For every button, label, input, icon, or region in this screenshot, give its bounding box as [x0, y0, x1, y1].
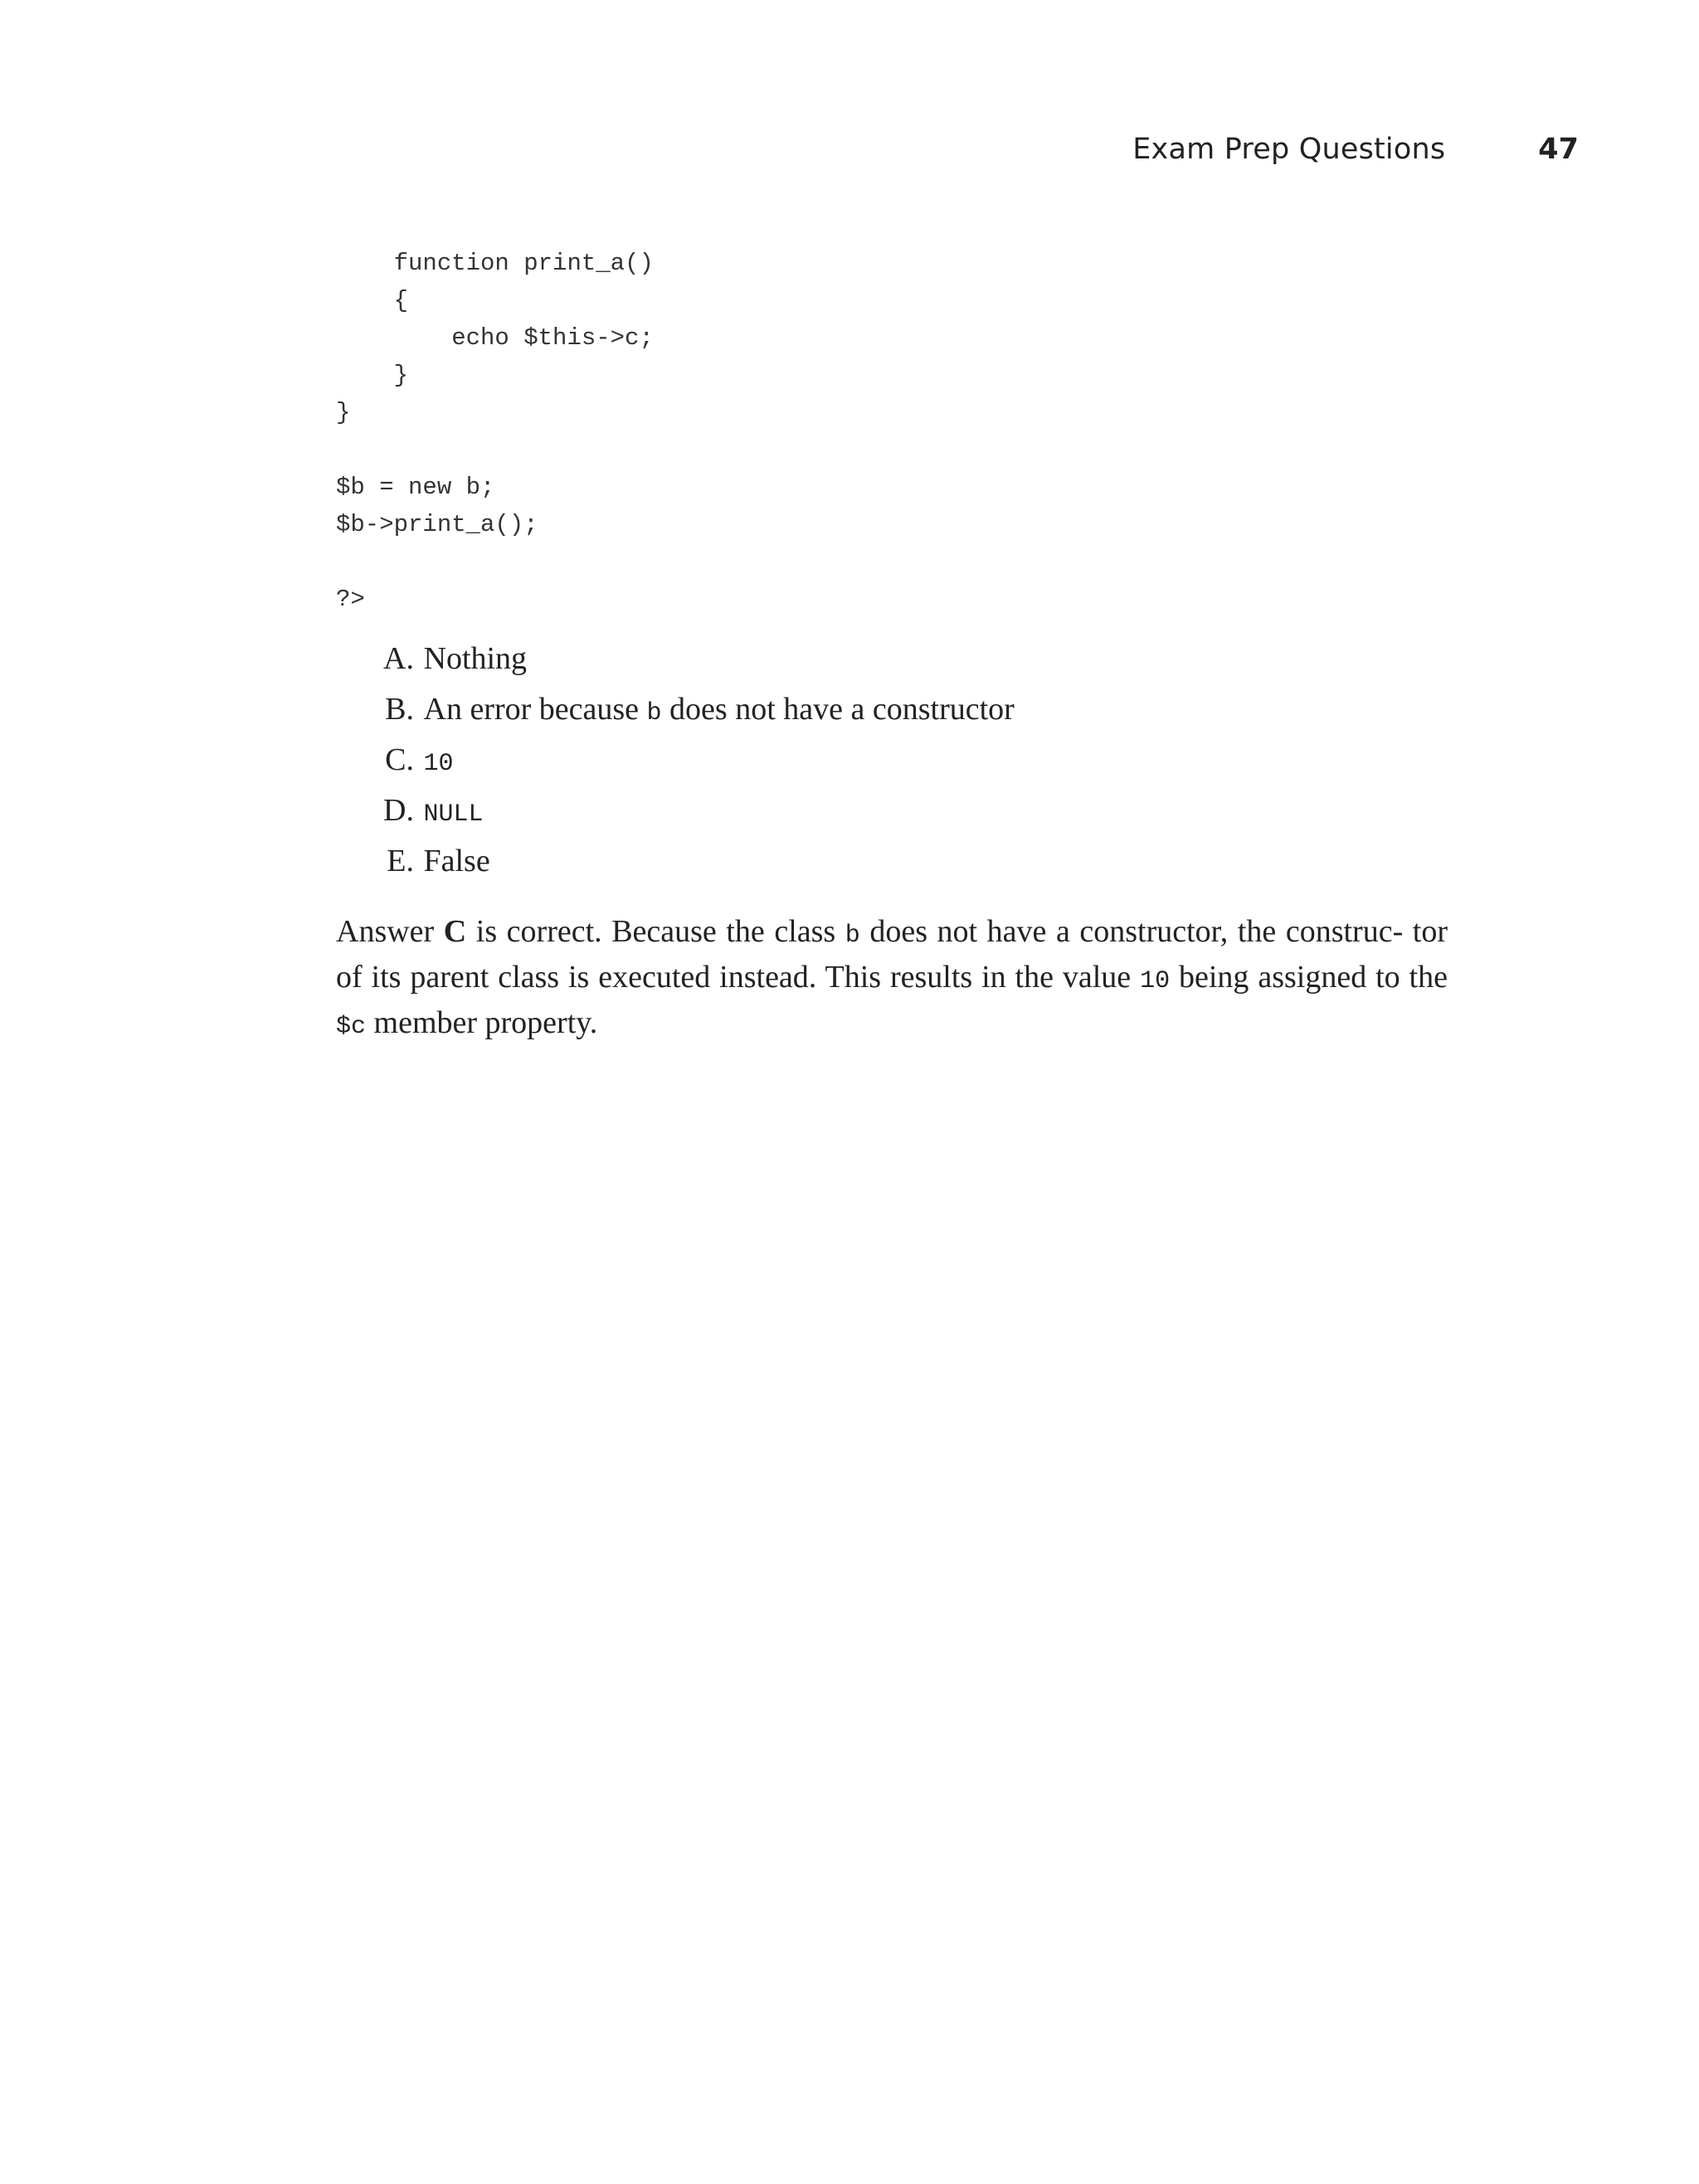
- option-text: [416, 742, 454, 778]
- answer-code: $c: [336, 1013, 367, 1041]
- option-letter: E.: [387, 844, 414, 878]
- answer-prefix: Answer: [336, 914, 444, 949]
- answer-text: being assigned to the: [1170, 960, 1448, 995]
- option-text-part: An error because: [423, 692, 647, 727]
- option-e: [336, 843, 1448, 893]
- option-text-part: False: [423, 844, 490, 878]
- code-line: function print_a(): [336, 250, 654, 277]
- option-text: [416, 640, 527, 677]
- code-line: $b = new b;: [336, 474, 495, 501]
- option-code-part: 10: [423, 750, 454, 778]
- code-line: ?>: [336, 586, 365, 613]
- option-letter: B.: [385, 692, 414, 727]
- code-line: }: [336, 362, 409, 389]
- code-line: echo $this->c;: [336, 324, 654, 352]
- option-d: [336, 792, 1448, 843]
- option-text-part: does not have a constructor: [661, 692, 1015, 727]
- answer-options: [336, 640, 1448, 893]
- answer-text: does not have a constructor, the construc- tor of its parent class is executed instead. This results in the value: [336, 914, 1448, 995]
- option-c: [336, 742, 1448, 792]
- running-head: [1132, 133, 1579, 166]
- answer-letter: C: [443, 914, 467, 949]
- option-text: [416, 792, 484, 829]
- answer-code: b: [845, 922, 860, 950]
- option-a: [336, 640, 1448, 691]
- option-letter: C.: [385, 742, 414, 777]
- answer-explanation: [336, 911, 1448, 1048]
- running-head-title: Exam Prep Questions: [1132, 133, 1446, 166]
- option-letter: A.: [383, 641, 414, 676]
- answer-text: is correct. Because the class: [466, 914, 845, 949]
- answer-text: member property.: [366, 1005, 598, 1040]
- code-line: }: [336, 399, 351, 426]
- option-b: [336, 691, 1448, 742]
- option-code-part: NULL: [423, 800, 484, 829]
- option-text: [416, 691, 1015, 727]
- option-text-part: Nothing: [423, 641, 528, 676]
- option-code-part: b: [646, 699, 662, 727]
- page-number: 47: [1538, 133, 1579, 166]
- code-line: $b->print_a();: [336, 511, 538, 538]
- option-letter: D.: [383, 793, 414, 828]
- code-listing: [336, 245, 654, 618]
- code-line: {: [336, 287, 409, 314]
- option-text: [416, 843, 490, 879]
- answer-code: 10: [1140, 967, 1171, 995]
